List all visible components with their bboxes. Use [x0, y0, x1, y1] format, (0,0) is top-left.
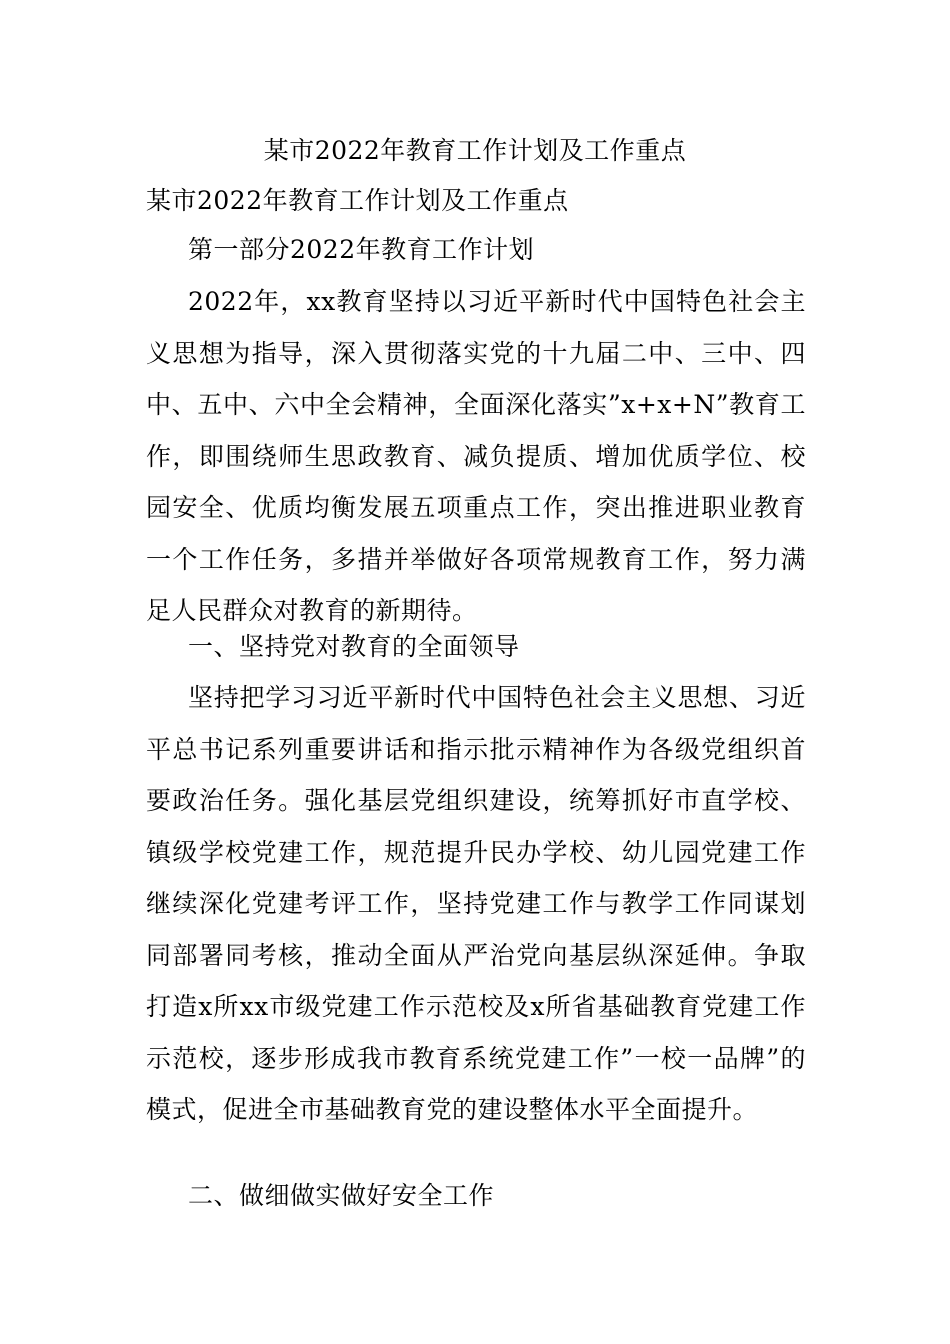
- intro-paragraph: 2022年，xx教育坚持以习近平新时代中国特色社会主义思想为指导，深入贯彻落实党的十九届二中、三中、四中、五中、六中全会精神，全面深化落实”x+x+N”教育工作，即围绕师生思政教育、减负提质、增加优质学位、校园安全、优质均衡发展五项重点工作，突出推进职业教育一个工作任务，多措并举做好各项常规教育工作，努力满足人民群众对教育的新期待。: [146, 287, 806, 625]
- section-2-heading: 二、做细做实做好安全工作: [188, 1181, 495, 1210]
- section-1-paragraph: 坚持把学习习近平新时代中国特色社会主义思想、习近平总书记系列重要讲话和指示批示精神作为各级党组织首要政治任务。强化基层党组织建设，统筹抓好市直学校、镇级学校党建工作，规范提升民办学校、幼儿园党建工作继续深化党建考评工作，坚持党建工作与教学工作同谋划同部署同考核，推动全面从严治党向基层纵深延伸。争取打造x所xx市级党建工作示范校及x所省基础教育党建工作示范校，逐步形成我市教育系统党建工作”一校一品牌”的模式，促进全市基础教育党的建设整体水平全面提升。: [146, 683, 806, 1124]
- document-subtitle: 某市2022年教育工作计划及工作重点: [146, 186, 569, 215]
- part-heading: 第一部分2022年教育工作计划: [188, 235, 535, 264]
- document-title: 某市2022年教育工作计划及工作重点: [263, 136, 687, 165]
- section-1-heading: 一、坚持党对教育的全面领导: [188, 632, 520, 661]
